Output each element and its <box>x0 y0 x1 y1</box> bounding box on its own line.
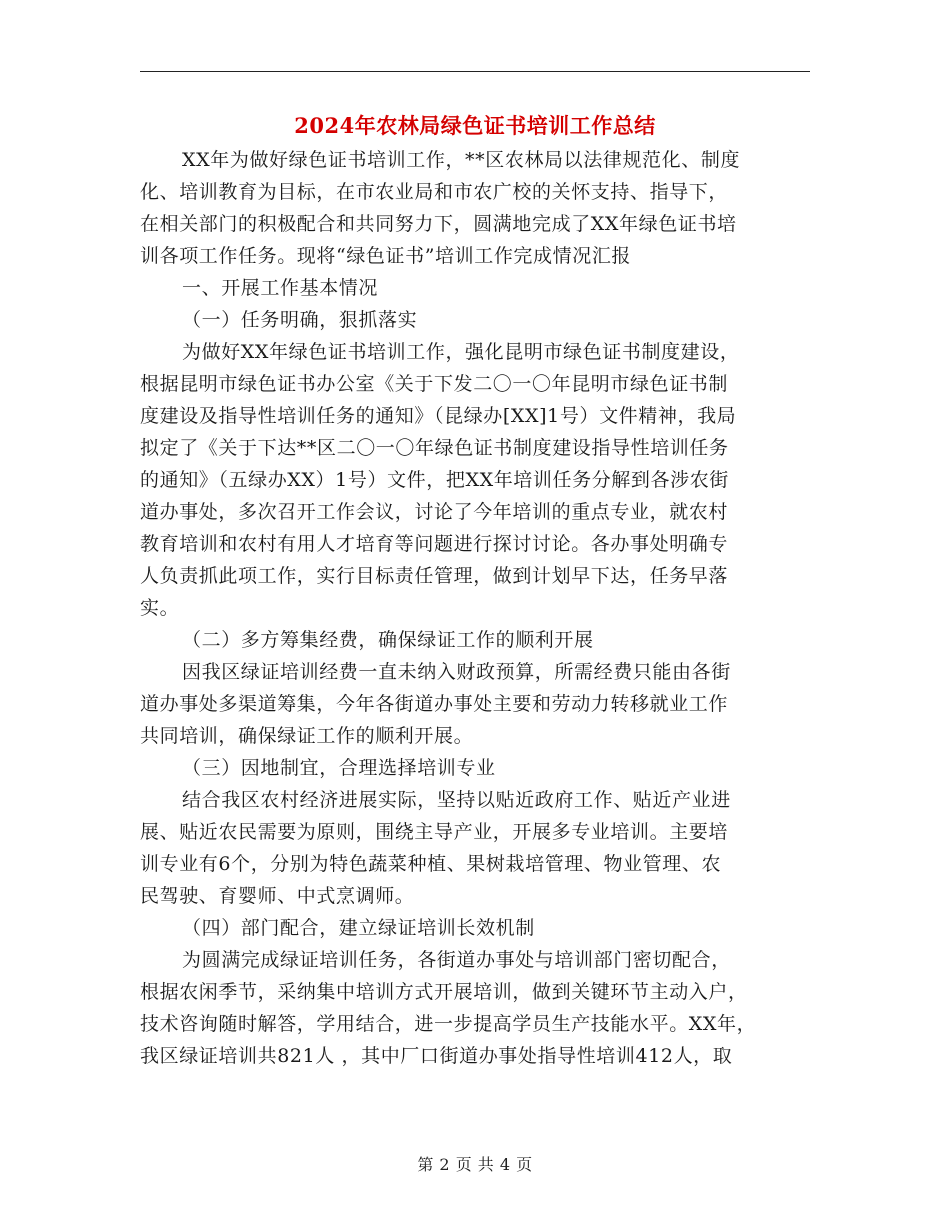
text-line: 训各项工作任务。现将“绿色证书”培训工作完成情况汇报 <box>140 245 632 267</box>
text-line: 根据昆明市绿色证书办公室《关于下发二〇一〇年昆明市绿色证书制 <box>140 373 729 395</box>
text-line: 拟定了《关于下达**区二〇一〇年绿色证书制度建设指导性培训任务 <box>140 437 729 459</box>
text-line: 因我区绿证培训经费一直未纳入财政预算，所需经费只能由各街 <box>182 661 731 683</box>
text-line: 化、培训教育为目标，在市农业局和市农广校的关怀支持、指导下， <box>140 181 729 203</box>
text-line: 民驾驶、育婴师、中式烹调师。 <box>140 885 415 907</box>
text-line: 共同培训，确保绿证工作的顺利开展。 <box>140 725 474 747</box>
text-line: 技术咨询随时解答，学用结合，进一步提高学员生产技能水平。XX年， <box>140 1013 757 1035</box>
text-line: 度建设及指导性培训任务的通知》（昆绿办[XX]1号）文件精神，我局 <box>140 405 737 427</box>
text-line: 为做好XX年绿色证书培训工作，强化昆明市绿色证书制度建设， <box>182 341 740 363</box>
text-line: 我区绿证培训共821人 ，其中厂口街道办事处指导性培训412人，取 <box>140 1045 733 1067</box>
document-title: 2024年农林局绿色证书培训工作总结 <box>294 113 656 138</box>
text-line: 实。 <box>140 597 180 619</box>
text-line: 人负责抓此项工作，实行目标责任管理，做到计划早下达，任务早落 <box>140 565 729 587</box>
text-line: 结合我区农村经济进展实际，坚持以贴近政府工作、贴近产业进 <box>182 789 731 811</box>
text-line: （二）多方筹集经费，确保绿证工作的顺利开展 <box>182 629 594 651</box>
text-line: 道办事处多渠道筹集，今年各街道办事处主要和劳动力转移就业工作 <box>140 693 729 715</box>
header-rule <box>140 71 810 72</box>
text-line: 道办事处，多次召开工作会议，讨论了今年培训的重点专业，就农村 <box>140 501 729 523</box>
text-line: 训专业有6个，分别为特色蔬菜种植、果树栽培管理、物业管理、农 <box>140 853 722 875</box>
text-line: 在相关部门的积极配合和共同努力下，圆满地完成了XX年绿色证书培 <box>140 213 737 235</box>
document-body <box>140 144 805 1072</box>
text-line: XX年为做好绿色证书培训工作，**区农林局以法律规范化、制度 <box>182 149 741 171</box>
text-line: 根据农闲季节，采纳集中培训方式开展培训，做到关键环节主动入户， <box>140 981 748 1003</box>
text-line: 为圆满完成绿证培训任务，各街道办事处与培训部门密切配合， <box>182 949 731 971</box>
text-line: 展、贴近农民需要为原则，围绕主导产业，开展多专业培训。主要培 <box>140 821 729 843</box>
text-line: 的通知》（五绿办XX）1号）文件，把XX年培训任务分解到各涉农街 <box>140 469 729 491</box>
page-footer: 第 2 页 共 4 页 <box>417 1155 533 1174</box>
text-line: （四）部门配合，建立绿证培训长效机制 <box>182 917 535 939</box>
text-line: 教育培训和农村有用人才培育等问题进行探讨讨论。各办事处明确专 <box>140 533 729 555</box>
text-line: （一）任务明确，狠抓落实 <box>182 309 418 331</box>
text-line: （三）因地制宜，合理选择培训专业 <box>182 757 496 779</box>
text-line: 一、开展工作基本情况 <box>182 277 379 299</box>
